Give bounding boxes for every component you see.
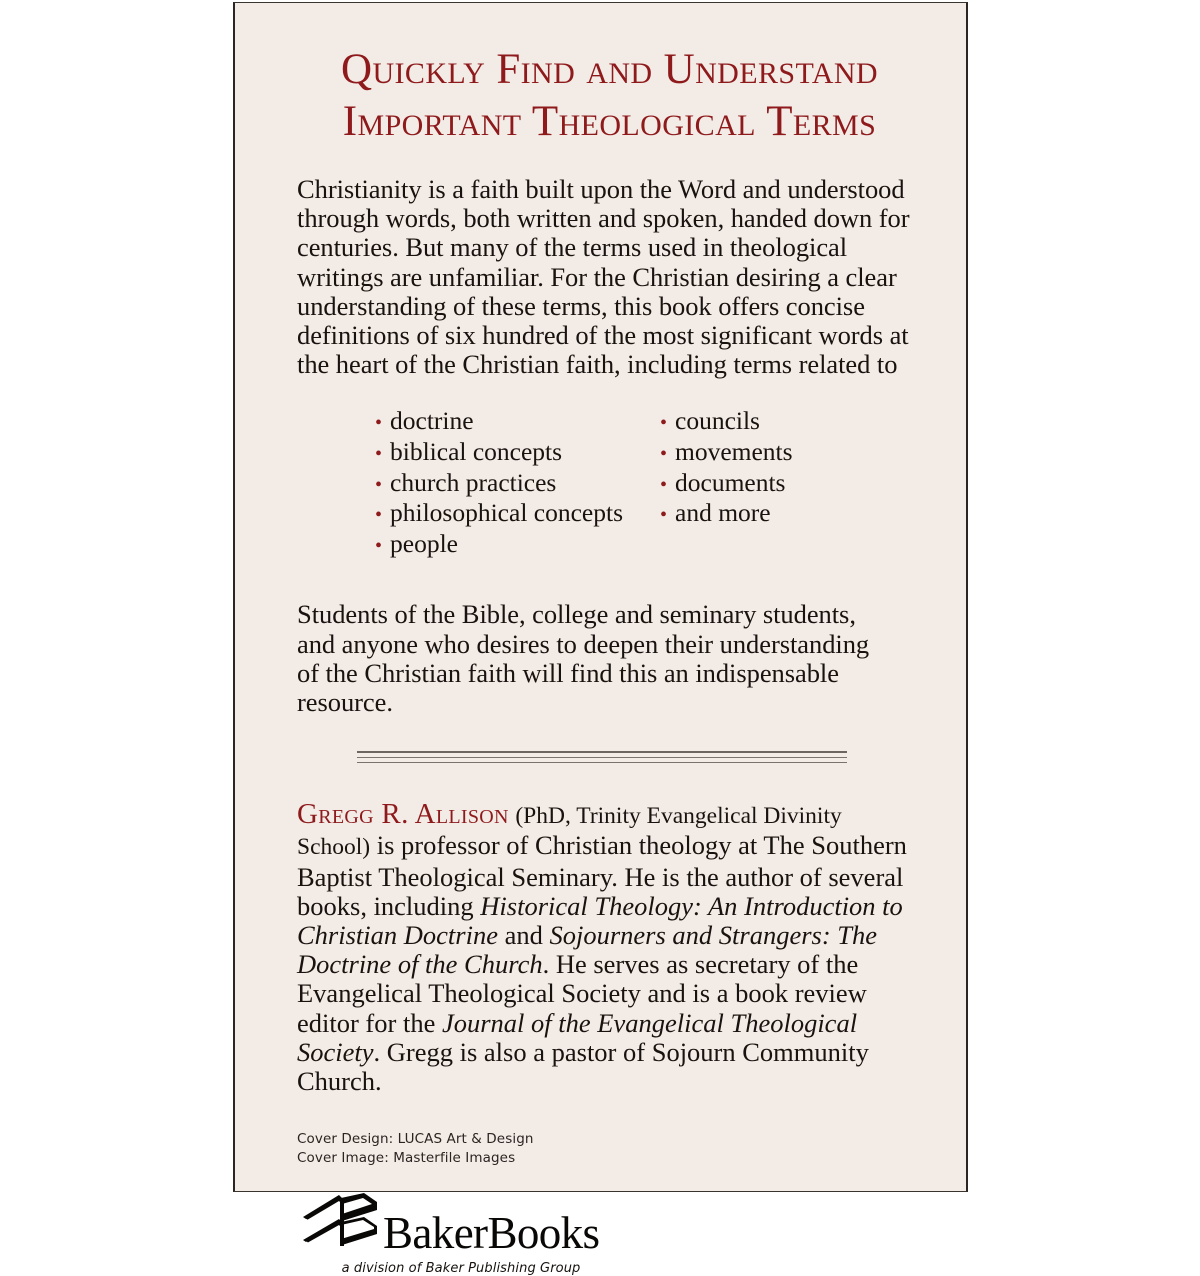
bullet-dot-icon: •: [660, 504, 668, 527]
author-bio-part-3: . He serves as secretary of the Evangelical Theological Society and is a book review editor for the: [297, 949, 867, 1038]
list-item-label: councils: [675, 406, 760, 436]
list-item: [660, 469, 910, 500]
bullet-dot-icon: •: [375, 473, 383, 496]
list-item: [375, 469, 660, 500]
list-item-label: doctrine: [390, 406, 474, 436]
bullet-dot-icon: •: [375, 534, 383, 557]
author-bio: [297, 800, 919, 1096]
list-item: [375, 438, 660, 469]
cover-credits: [297, 1130, 922, 1168]
intro-paragraph: Christianity is a faith built upon the Word and understood through words, both written and spoken, handed down for centuries. But many of the terms used in theological writings are unfamiliar. For the Christian desiring a clear understanding of these terms, this book offers concise definitions of six hundred of the most significant words at the heart of the Christian faith, including terms related to: [297, 174, 910, 380]
list-item: [375, 499, 660, 530]
cover-content-column: [297, 3, 922, 1276]
divider-rule-3: [357, 762, 847, 763]
list-item-label: church practices: [390, 467, 557, 497]
section-divider: [357, 751, 847, 763]
publisher-tagline: a division of Baker Publishing Group: [341, 1261, 581, 1276]
page-title-line-2: Important Theological Terms: [342, 98, 877, 145]
list-item: [660, 407, 910, 438]
list-item-label: philosophical concepts: [390, 498, 623, 528]
divider-rule-2: [357, 757, 847, 758]
book-back-cover: [233, 2, 968, 1276]
list-item: [660, 438, 910, 469]
list-item: [660, 499, 910, 530]
author-bio-part-1: is professor of Christian theology at The Southern Baptist Theological Seminary. He is the author of several books, including: [297, 830, 907, 921]
list-item-label: people: [390, 528, 458, 558]
list-item: [375, 530, 660, 561]
list-item: [375, 407, 660, 438]
list-item-label: and more: [675, 498, 771, 528]
divider-rule-1: [357, 751, 847, 753]
bullet-dot-icon: •: [660, 443, 668, 466]
author-book-title-2: Sojourners and Strangers: The Doctrine of the Church: [297, 920, 878, 980]
bullet-dot-icon: •: [375, 412, 383, 435]
topics-list: [375, 407, 922, 560]
credit-cover-image: Cover Image: Masterfile Images: [297, 1150, 516, 1167]
author-journal-title: Journal of the Evangelical Theological Society: [297, 1007, 858, 1067]
author-book-title-1: Historical Theology: An Introduction to Christian Doctrine: [297, 890, 903, 951]
list-item-label: movements: [675, 437, 793, 467]
publisher-logo-row: [301, 1192, 621, 1259]
bullet-dot-icon: •: [660, 412, 668, 435]
topics-column-right: [660, 407, 910, 560]
page-title: [297, 45, 922, 147]
bullet-dot-icon: •: [375, 443, 383, 466]
list-item-label: biblical concepts: [390, 437, 563, 467]
author-bio-part-4: . Gregg is also a pastor of Sojourn Community Church.: [297, 1036, 869, 1097]
author-name: Gregg R. Allison: [297, 798, 509, 831]
publisher-name: BakerBooks: [383, 1208, 600, 1259]
credit-cover-design: Cover Design: LUCAS Art & Design: [297, 1131, 534, 1148]
bullet-dot-icon: •: [375, 504, 383, 527]
author-bio-part-2: and: [497, 920, 550, 951]
author-credential: (PhD, Trinity Evangelical Divinity School): [297, 803, 842, 861]
audience-paragraph: Students of the Bible, college and seminary students, and anyone who desires to deepen their understanding of the Christian faith will find this an indispensable resource.: [297, 599, 870, 717]
page-title-line-1: Quickly Find and Understand: [341, 46, 878, 93]
bullet-dot-icon: •: [660, 473, 668, 496]
topics-column-left: [375, 407, 660, 560]
publisher-logo: [301, 1192, 621, 1276]
list-item-label: documents: [675, 467, 786, 497]
open-book-icon: [301, 1192, 379, 1254]
